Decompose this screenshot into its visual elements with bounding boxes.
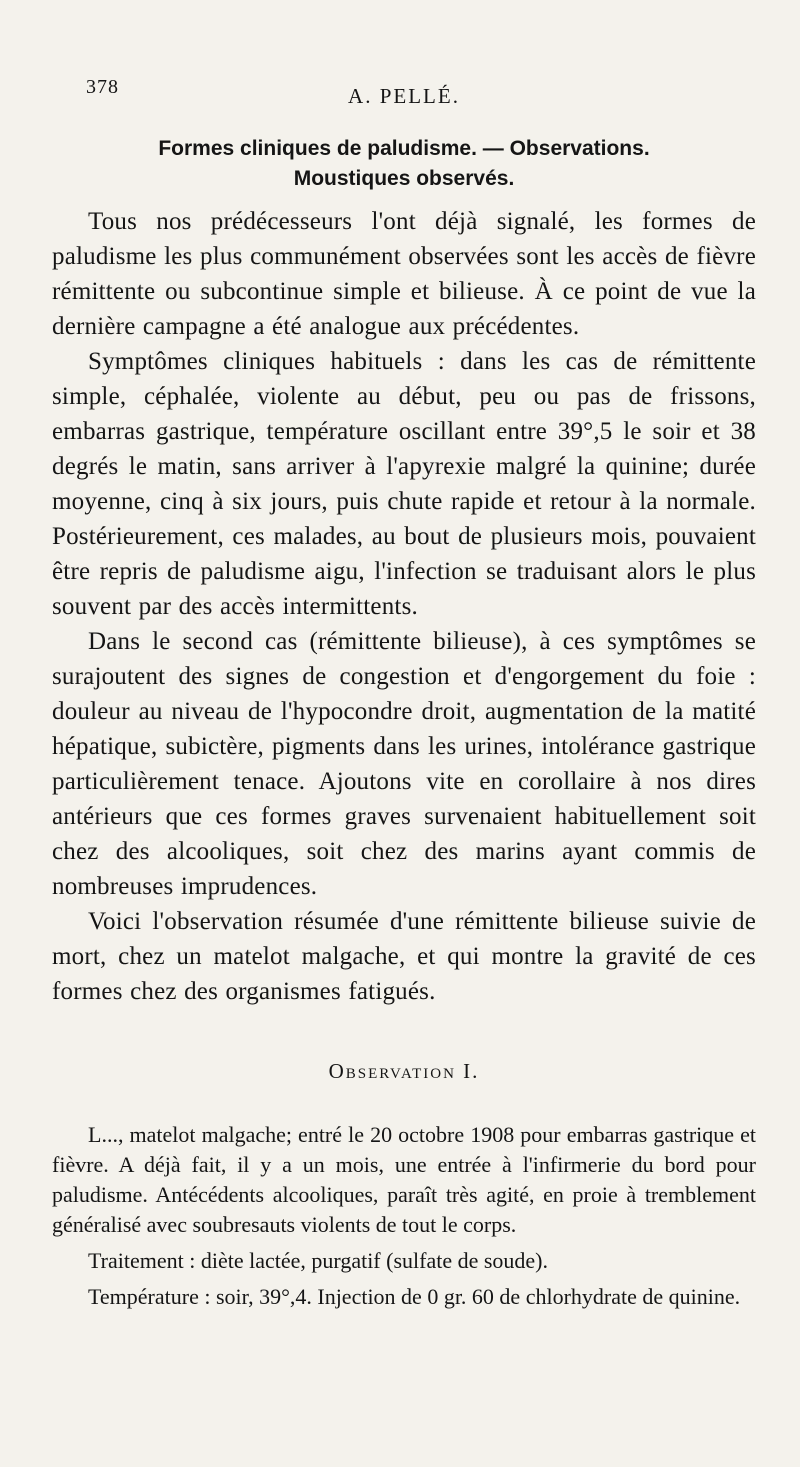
body-paragraph: Symptômes cliniques habituels : dans les cas de rémittente simple, céphalée, violente au début, peu ou pas de frissons, embarras gastrique, température oscillant entre 39°,5 le soir et 38 degrés le matin, sans arriver à l'apyrexie malgré la quinine; durée moyenne, cinq à six jours, puis chute rapide et retour à la normale. Postérieurement, ces malades, au bout de plusieurs mois, pouvaient être repris de paludisme aigu, l'infection se traduisant alors le plus souvent par des accès intermittents.: [52, 348, 756, 620]
observation-paragraph: L..., matelot malgache; entré le 20 octobre 1908 pour embarras gastrique et fièvre. A déjà fait, il y a un mois, une entrée à l'infirmerie du bord pour paludisme. Antécédents alcooliques, paraît très agité, en proie à tremblement généralisé avec soubresauts violents de tout le corps.: [52, 1122, 756, 1237]
observation-title: [52, 1059, 756, 1084]
observation-paragraph: Température : soir, 39°,4. Injection de 0 gr. 60 de chlorhydrate de quinine.: [88, 1284, 741, 1309]
page-number: 378: [86, 76, 119, 98]
body-paragraph: Voici l'observation résumée d'une rémittente bilieuse suivie de mort, chez un matelot malgache, et qui montre la gravité de ces formes chez des organismes fatigués.: [52, 908, 756, 1005]
section-heading-line-2: Moustiques observés.: [293, 167, 515, 190]
page-header: [52, 0, 756, 110]
observation-title-text: Observation I.: [328, 1059, 480, 1083]
section-heading: [52, 134, 756, 194]
body-paragraph: Dans le second cas (rémittente bilieuse), à ces symptômes se surajoutent des signes de congestion et d'engorgement du foie : douleur au niveau de l'hypocondre droit, augmentation de la matité hépatique, subictère, pigments dans les urines, intolérance gastrique particulièrement tenace. Ajoutons vite en corollaire à nos dires antérieurs que ces formes graves survenaient habituellement soit chez des alcooliques, soit chez des marins ayant commis de nombreuses imprudences.: [52, 628, 756, 900]
observation-paragraph: Traitement : diète lactée, purgatif (sulfate de soude).: [88, 1248, 549, 1273]
body-paragraph: Tous nos prédécesseurs l'ont déjà signalé, les formes de paludisme les plus communément observées sont les accès de fièvre rémittente ou subcontinue simple et bilieuse. À ce point de vue la dernière campagne a été analogue aux précédentes.: [52, 208, 756, 340]
running-head: A. PELLÉ.: [348, 84, 460, 108]
section-heading-line-1: Formes cliniques de paludisme. — Observations.: [158, 137, 650, 160]
